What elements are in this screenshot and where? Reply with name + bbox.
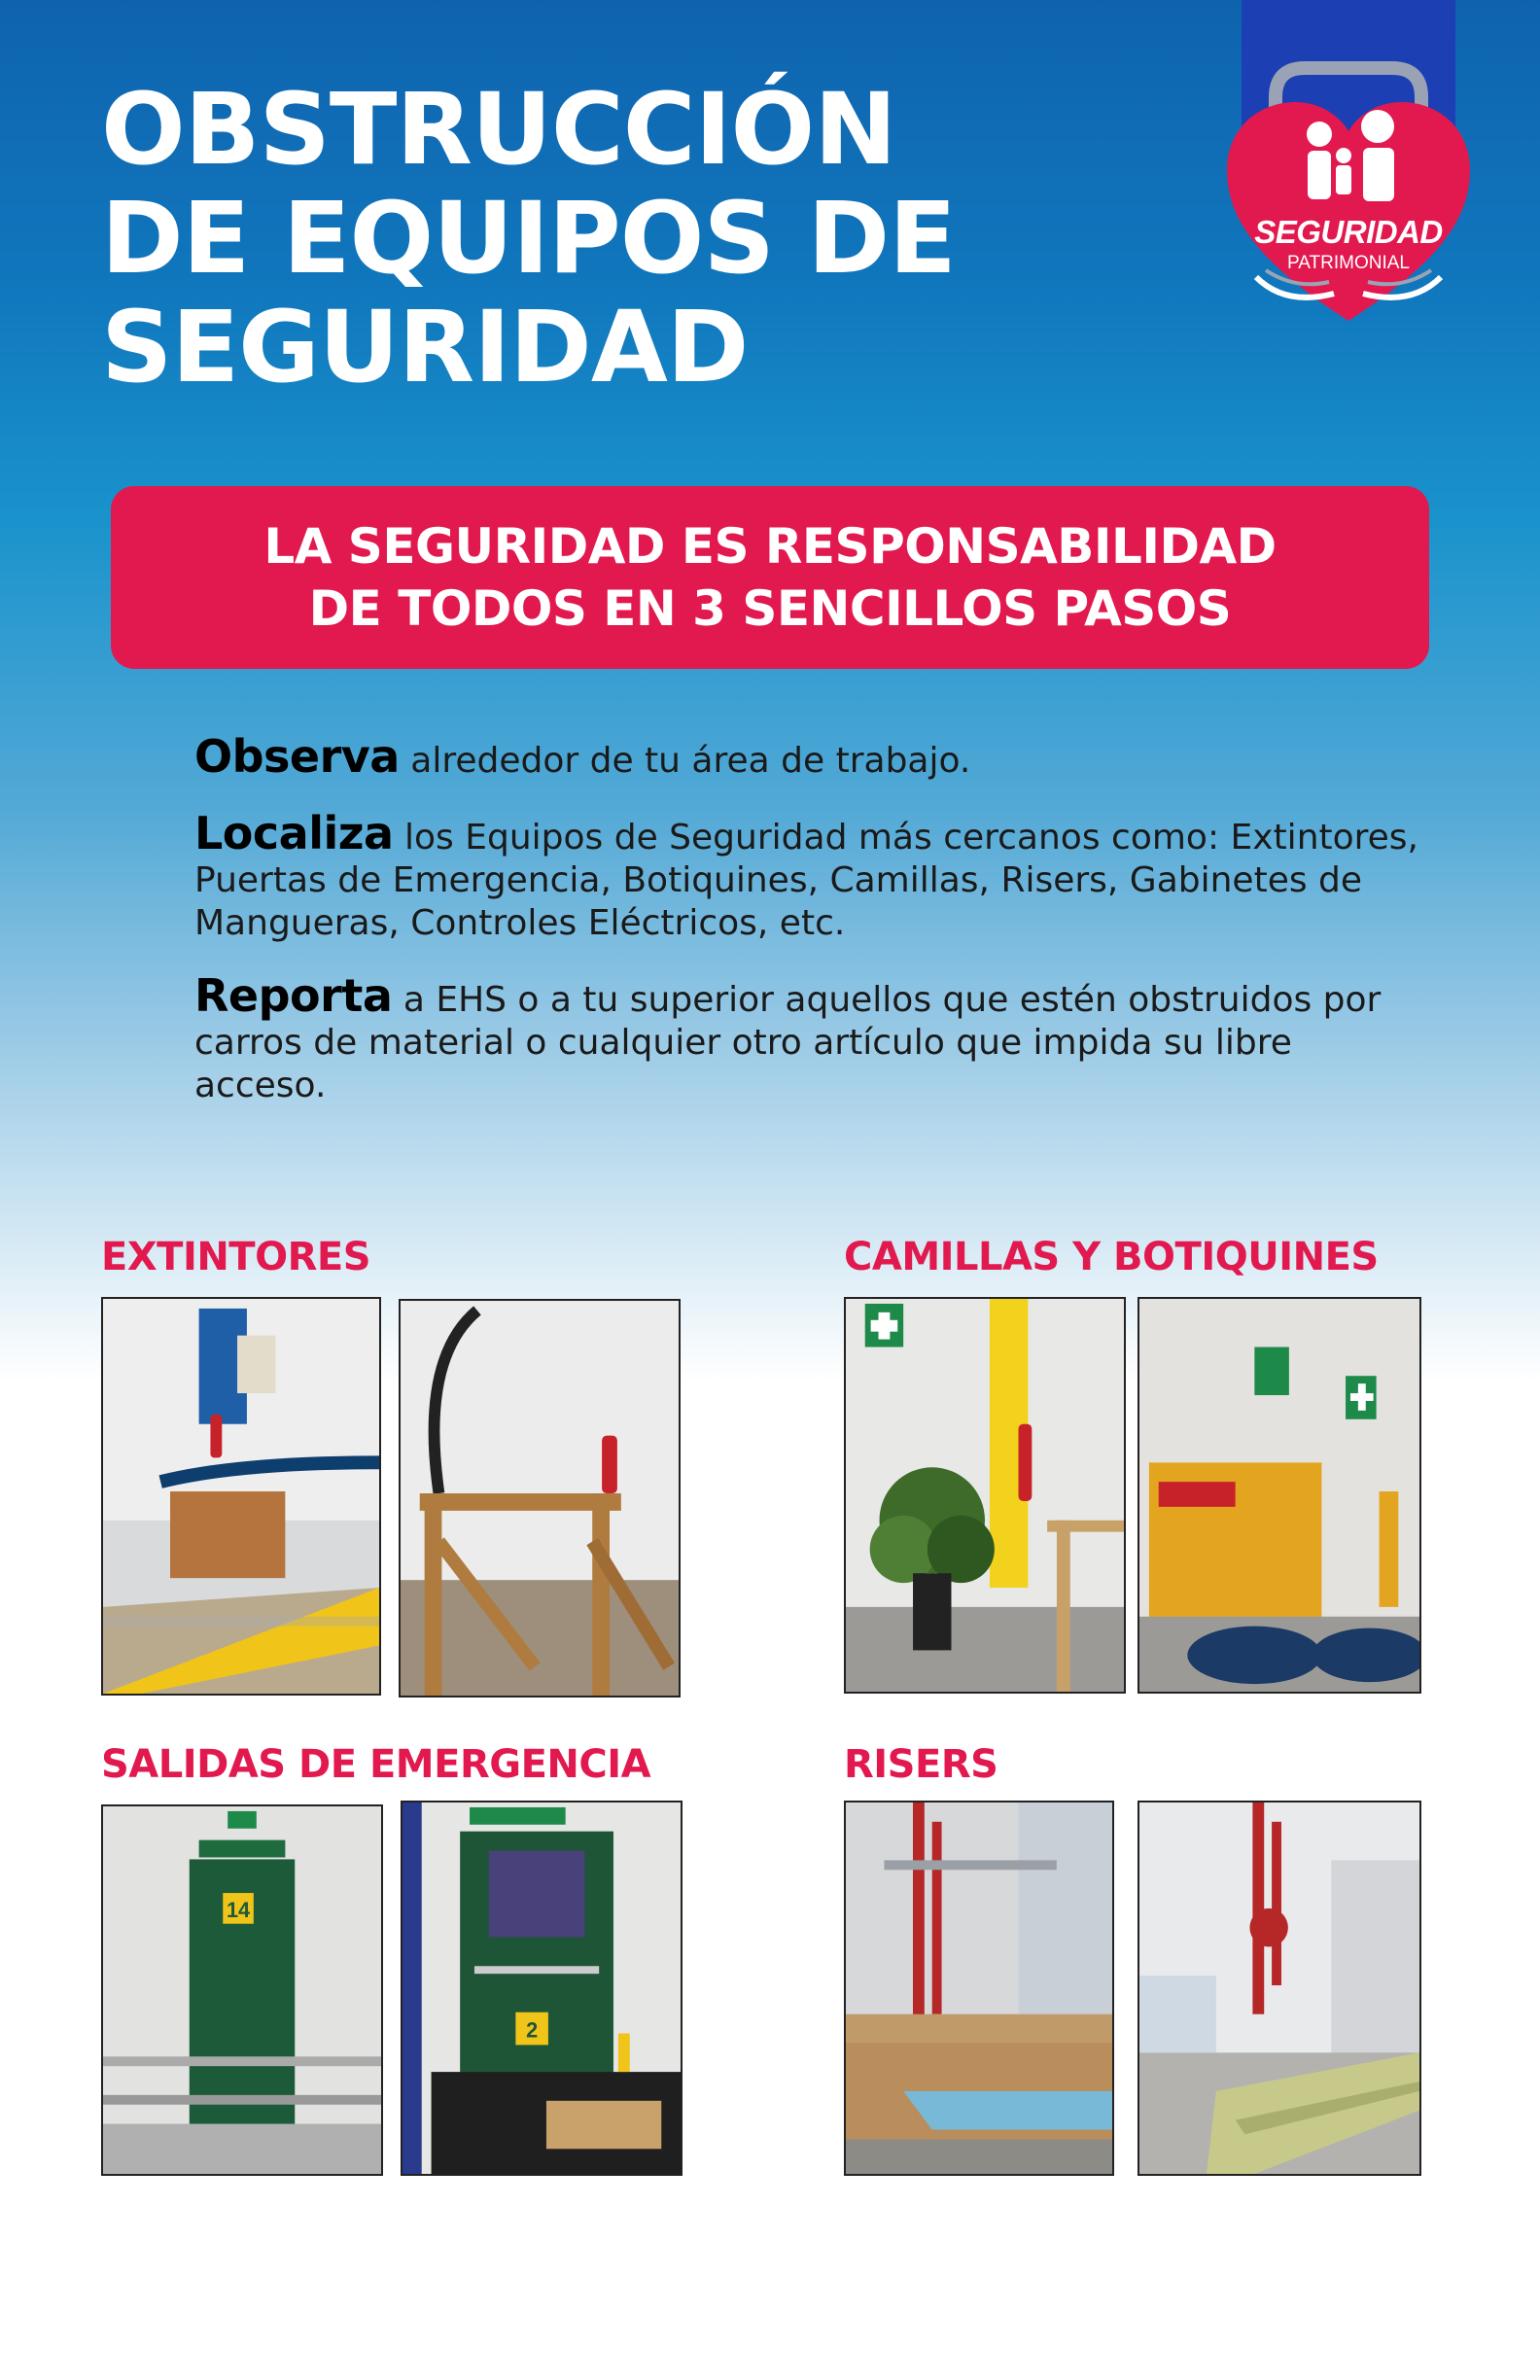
page-title: OBSTRUCCIÓN DE EQUIPOS DE SEGURIDAD xyxy=(101,72,956,405)
logo-title: SEGURIDAD xyxy=(1254,214,1443,250)
section-title-risers: RISERS xyxy=(844,1742,998,1787)
step-observa xyxy=(194,730,1419,783)
photo-extintor-2 xyxy=(399,1299,681,1698)
step-keyword: Observa xyxy=(194,730,400,783)
photo-riser-1 xyxy=(844,1801,1114,2176)
family-hands-logo-icon xyxy=(1227,58,1470,331)
step-localiza xyxy=(194,807,1419,945)
section-title-camillas: CAMILLAS Y BOTIQUINES xyxy=(844,1235,1379,1279)
step-keyword: Localiza xyxy=(194,807,394,859)
step-text: a EHS o a tu superior aquellos que estén obstruidos por carros de material o cualquier otro artículo que impida su libre acceso. xyxy=(194,980,1382,1105)
step-reporta xyxy=(194,969,1419,1107)
seguridad-patrimonial-logo xyxy=(1227,58,1470,331)
door-number: 14 xyxy=(226,1897,251,1922)
step-text: los Equipos de Seguridad más cercanos como: Extintores, Puertas de Emergencia, Botiquines, Camillas, Risers, Gabinetes de Mangueras, Controles Eléctricos, etc. xyxy=(194,818,1419,943)
photo-salida-2 xyxy=(401,1801,682,2176)
photo-camilla-1 xyxy=(844,1297,1126,1694)
logo-subtitle: PATRIMONIAL xyxy=(1287,253,1410,273)
door-number: 2 xyxy=(526,2017,539,2043)
photo-extintor-1 xyxy=(101,1297,381,1696)
steps-list xyxy=(194,730,1419,1137)
section-title-extintores: EXTINTORES xyxy=(101,1235,371,1279)
step-keyword: Reporta xyxy=(194,969,393,1022)
photo-riser-2 xyxy=(1138,1801,1421,2176)
responsibility-banner xyxy=(111,486,1429,669)
section-title-salidas: SALIDAS DE EMERGENCIA xyxy=(101,1742,651,1787)
step-text: alrededor de tu área de trabajo. xyxy=(399,741,971,781)
photo-botiquin xyxy=(1138,1297,1421,1694)
banner-line-1: LA SEGURIDAD ES RESPONSABILIDAD xyxy=(263,518,1277,575)
photo-salida-1 xyxy=(101,1804,383,2176)
banner-line-2: DE TODOS EN 3 SENCILLOS PASOS xyxy=(308,580,1232,637)
